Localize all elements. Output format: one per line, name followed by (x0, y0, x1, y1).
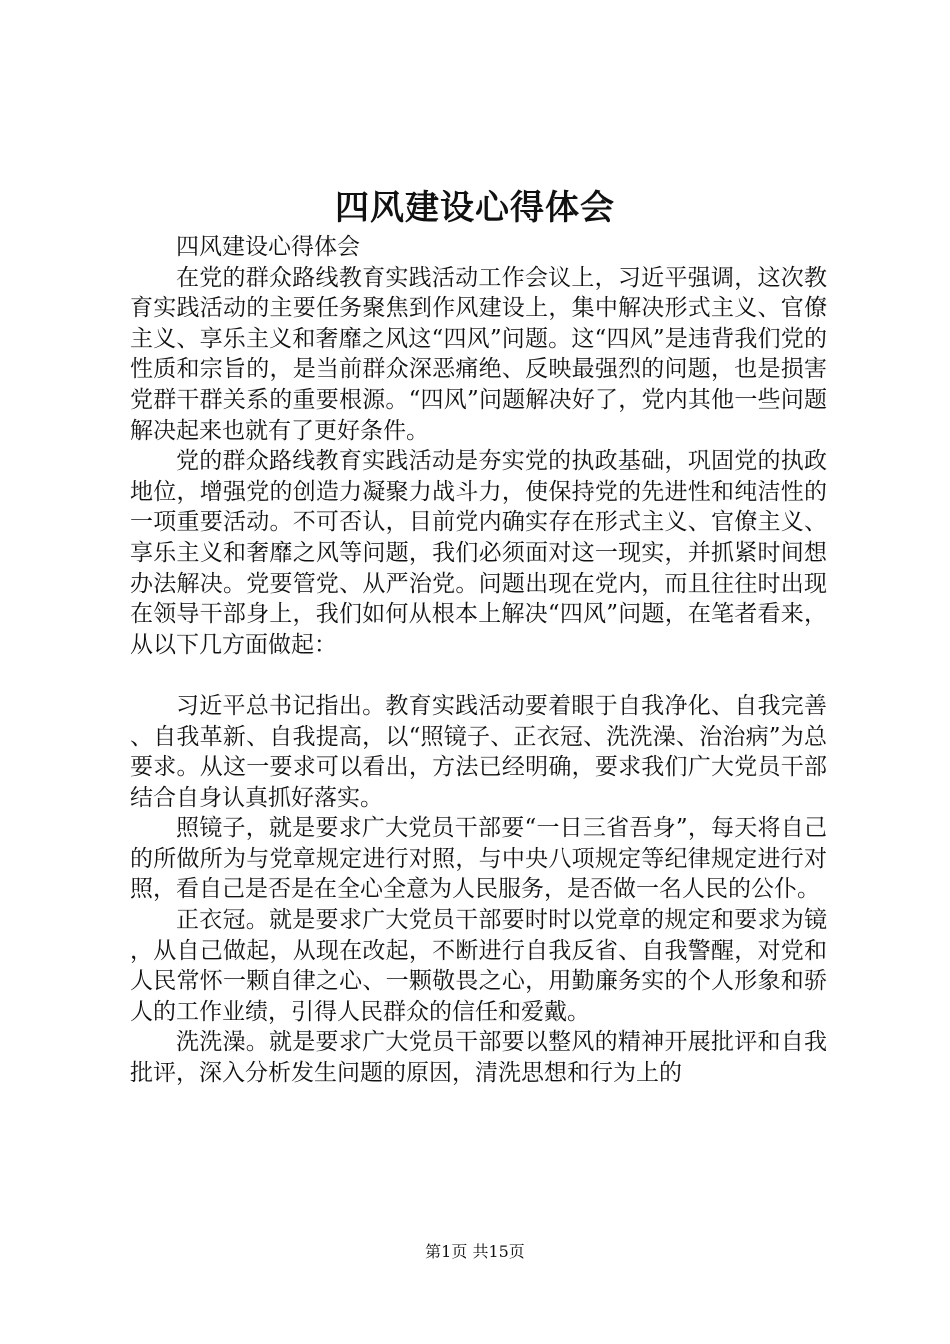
paragraph-bath: 洗洗澡。就是要求广大党员干部要以整风的精神开展批评和自我批评，深入分析发生问题的原因，清洗思想和行为上的 (130, 1029, 827, 1087)
paragraph-intro: 在党的群众路线教育实践活动工作会议上，习近平强调，这次教育实践活动的主要任务聚焦到作风建设上，集中解决形式主义、官僚主义、享乐主义和奢靡之风这“四风”问题。这“四风”是违背我们党的性质和宗旨的，是当前群众深恶痛绝、反映最强烈的问题，也是损害党群干群关系的重要根源。“四风”问题解决好了，党内其他一些问题解决起来也就有了更好条件。 (130, 264, 827, 444)
page-number-footer: 第1页 共15页 (425, 1242, 525, 1261)
paragraph-requirements: 习近平总书记指出。教育实践活动要着眼于自我净化、自我完善、自我革新、自我提高，以“照镜子、正衣冠、洗洗澡、治治病”为总要求。从这一要求可以看出，方法已经明确，要求我们广大党员干部结合自身认真抓好落实。 (130, 692, 827, 811)
paragraph-subtitle: 四风建设心得体会 (176, 234, 360, 260)
document-title: 四风建设心得体会 (335, 188, 615, 228)
paragraph-context: 党的群众路线教育实践活动是夯实党的执政基础，巩固党的执政地位，增强党的创造力凝聚力战斗力，使保持党的先进性和纯洁性的一项重要活动。不可否认，目前党内确实存在形式主义、官僚主义、享乐主义和奢靡之风等问题，我们必须面对这一现实，并抓紧时间想办法解决。党要管党、从严治党。问题出现在党内，而且往往时出现在领导干部身上，我们如何从根本上解决“四风”问题，在笔者看来，从以下几方面做起： (130, 448, 827, 658)
paragraph-attire: 正衣冠。就是要求广大党员干部要时时以党章的规定和要求为镜，从自己做起，从现在改起，不断进行自我反省、自我警醒，对党和人民常怀一颗自律之心、一颗敬畏之心，用勤廉务实的个人形象和骄人的工作业绩，引得人民群众的信任和爱戴。 (130, 907, 827, 1025)
paragraph-mirror: 照镜子，就是要求广大党员干部要“一日三省吾身”，每天将自己的所做所为与党章规定进行对照，与中央八项规定等纪律规定进行对照，看自己是否是在全心全意为人民服务，是否做一名人民的公仆。 (130, 815, 827, 903)
document-body (130, 232, 827, 1089)
